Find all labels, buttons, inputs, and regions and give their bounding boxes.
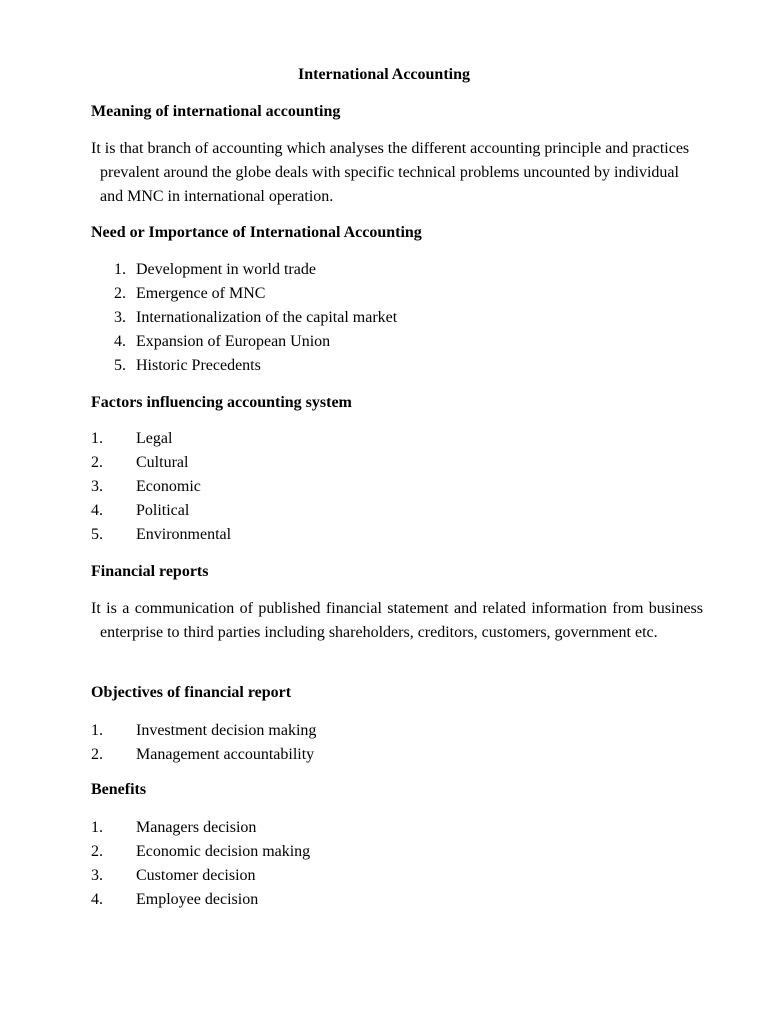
list-item-number: 5. <box>91 526 103 543</box>
list-item-text: Environmental <box>136 526 232 543</box>
list-item-number: 3. <box>114 309 126 326</box>
list-item-text: Emergence of MNC <box>136 285 266 302</box>
heading-factors: Factors influencing accounting system <box>91 394 352 411</box>
list-item-text: Employee decision <box>136 891 259 908</box>
heading-need: Need or Importance of International Accounting <box>91 224 422 241</box>
list-item-number: 4. <box>91 502 103 519</box>
list-item-text: Historic Precedents <box>136 357 261 374</box>
list-item-text: Management accountability <box>136 746 315 763</box>
heading-benefits: Benefits <box>91 781 147 798</box>
list-item-text: Cultural <box>136 454 189 471</box>
list-item-number: 4. <box>91 891 103 908</box>
list-item-number: 4. <box>114 333 126 350</box>
paragraph-meaning: It is that branch of accounting which analyses the different accounting principle and practices prevalent around the globe deals with specific technical problems uncounted by individual and MNC in international operation. <box>91 140 690 205</box>
list-item-number: 1. <box>91 430 103 447</box>
list-item-number: 1. <box>91 819 103 836</box>
list-item-text: Political <box>136 502 190 519</box>
heading-meaning: Meaning of international accounting <box>91 103 341 120</box>
list-item-number: 2. <box>91 454 103 471</box>
list-item-text: Internationalization of the capital market <box>136 309 398 326</box>
list-item-text: Development in world trade <box>136 261 316 278</box>
list-item-number: 3. <box>91 867 103 884</box>
list-item-number: 3. <box>91 478 103 495</box>
list-item-text: Customer decision <box>136 867 256 884</box>
list-item-number: 5. <box>114 357 126 374</box>
list-item-number: 1. <box>114 261 126 278</box>
heading-objectives: Objectives of financial report <box>91 684 292 701</box>
list-item-number: 2. <box>91 746 103 763</box>
heading-financial-reports: Financial reports <box>91 563 209 580</box>
list-item-text: Managers decision <box>136 819 257 836</box>
list-item-text: Legal <box>136 430 173 447</box>
list-item-number: 2. <box>114 285 126 302</box>
list-item-text: Economic decision making <box>136 843 311 860</box>
paragraph-financial-reports: It is a communication of published financial statement and related information from business enterprise to third parties including shareholders, creditors, customers, government etc. <box>91 600 703 641</box>
document-title: International Accounting <box>297 66 470 83</box>
list-item-number: 2. <box>91 843 103 860</box>
list-item-number: 1. <box>91 722 103 739</box>
list-item-text: Expansion of European Union <box>136 333 331 350</box>
list-item-text: Economic <box>136 478 201 495</box>
list-item-text: Investment decision making <box>136 722 317 739</box>
